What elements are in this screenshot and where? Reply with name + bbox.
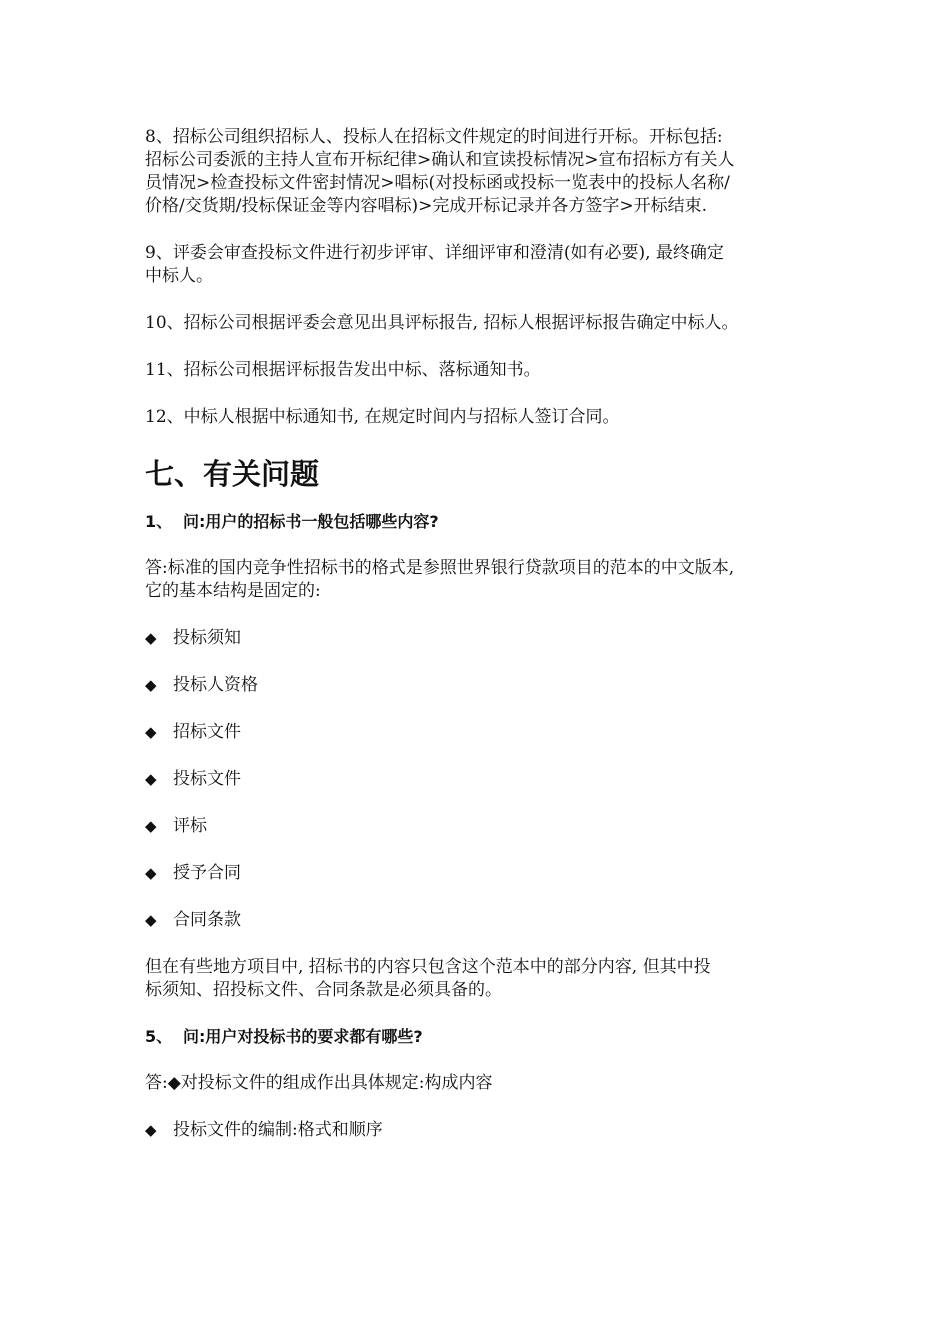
answer-5-line: 答:◆对投标文件的组成作出具体规定:构成内容 [145, 1073, 493, 1093]
diamond-bullet-icon: ◆ [145, 864, 157, 882]
answer-5-bullet: ◆ 投标文件的编制:格式和顺序 [145, 1120, 383, 1140]
answer-1-line-1: 答:标准的国内竞争性招标书的格式是参照世界银行贷款项目的范本的中文版本, [145, 558, 735, 578]
question-5-number: 5、 [145, 1027, 173, 1046]
document-page [145, 126, 825, 1142]
step-8-line-1: 8、招标公司组织招标人、投标人在招标文件规定的时间进行开标。开标包括: [145, 127, 723, 147]
question-1 [145, 511, 825, 533]
step-9-line-1: 9、评委会审查投标文件进行初步评审、详细评审和澄清(如有必要), 最终确定 [145, 243, 724, 263]
step-10: 10、招标公司根据评委会意见出具评标报告, 招标人根据评标报告确定中标人。 [145, 313, 739, 333]
list-item: ◆ 招标文件 [145, 722, 241, 742]
diamond-bullet-icon: ◆ [145, 676, 157, 694]
list-item: ◆ 投标人资格 [145, 675, 258, 695]
question-5-text: 问:用户对投标书的要求都有哪些? [183, 1027, 423, 1046]
diamond-bullet-icon: ◆ [145, 911, 157, 929]
question-1-number: 1、 [145, 512, 173, 531]
note-paragraph [145, 956, 825, 1002]
question-5 [145, 1026, 825, 1048]
diamond-bullet-icon: ◆ [145, 629, 157, 647]
step-9-line-2: 中标人。 [145, 266, 213, 286]
list-item: ◆ 授予合同 [145, 863, 241, 883]
step-8-line-2: 招标公司委派的主持人宣布开标纪律>确认和宣读投标情况>宣布招标方有关人 [145, 150, 735, 170]
step-12: 12、中标人根据中标通知书, 在规定时间内与招标人签订合同。 [145, 407, 620, 427]
note-line-2: 标须知、招投标文件、合同条款是必须具备的。 [145, 980, 502, 1000]
list-item: ◆ 投标文件 [145, 769, 241, 789]
list-item: ◆ 合同条款 [145, 910, 241, 930]
question-1-text: 问:用户的招标书一般包括哪些内容? [183, 512, 439, 531]
diamond-bullet-icon: ◆ [145, 1121, 157, 1139]
answer-1-line-2: 它的基本结构是固定的: [145, 581, 321, 601]
bullet-list [145, 627, 825, 932]
step-8-line-4: 价格/交货期/投标保证金等内容唱标)>完成开标记录并各方签字>开标结束. [145, 196, 707, 216]
step-8-line-3: 员情况>检查投标文件密封情况>唱标(对投标函或投标一览表中的投标人名称/ [145, 173, 730, 193]
note-line-1: 但在有些地方项目中, 招标书的内容只包含这个范本中的部分内容, 但其中投 [145, 957, 711, 977]
step-8 [145, 126, 825, 218]
section-title: 七、有关问题 [145, 457, 320, 491]
step-11: 11、招标公司根据评标报告发出中标、落标通知书。 [145, 360, 541, 380]
diamond-bullet-icon: ◆ [145, 817, 157, 835]
answer-1 [145, 557, 825, 603]
step-9 [145, 242, 825, 288]
diamond-bullet-icon: ◆ [145, 723, 157, 741]
list-item: ◆ 评标 [145, 816, 207, 836]
list-item: ◆ 投标须知 [145, 628, 241, 648]
diamond-bullet-icon: ◆ [145, 770, 157, 788]
